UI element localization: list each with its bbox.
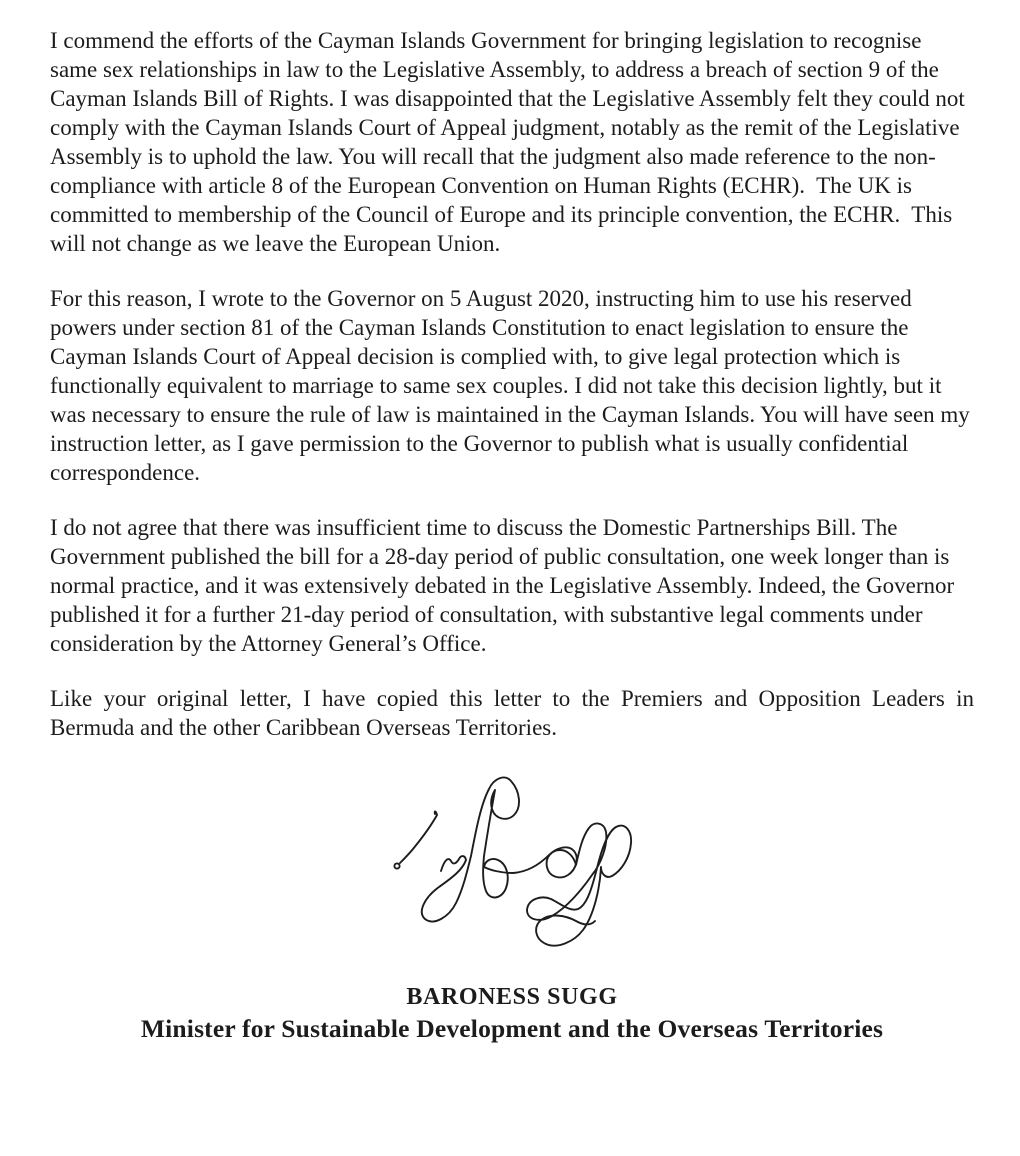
letter-paragraph-3: I do not agree that there was insufficient time to discuss the Domestic Partnerships Bill. The Government published the bill for a 28-day period of public consultation, one week longer than is normal practice, and it was extensively debated in the Legislative Assembly. Indeed, the Governor published it for a further 21-day period of consultation, with substantive legal comments under consideration by the Attorney General’s Office. [50, 515, 960, 656]
signoff-title: Minister for Sustainable Development and the Overseas Territories [140, 1014, 884, 1043]
signoff-name: BARONESS SUGG [406, 984, 618, 1010]
letter-paragraph-4: Like your original letter, I have copied this letter to the Premiers and Opposition Leaders in Bermuda and the other Caribbean Overseas Territories. [50, 686, 980, 740]
letter-paragraph-2: For this reason, I wrote to the Governor on 5 August 2020, instructing him to use his reserved powers under section 81 of the Cayman Islands Constitution to enact legislation to ensure the Cayman Islands Court of Appeal decision is complied with, to give legal protection which is functionally equivalent to marriage to same sex couples. I did not take this decision lightly, but it was necessary to ensure the rule of law is maintained in the Cayman Islands. You will have seen my instruction letter, as I gave permission to the Governor to publish what is usually confidential correspondence. [50, 286, 976, 485]
signoff-block [50, 982, 974, 1045]
signature-icon [380, 768, 650, 968]
signature-block [50, 768, 974, 970]
letter-paragraph-1: I commend the efforts of the Cayman Islands Government for bringing legislation to recognise same sex relationships in law to the Legislative Assembly, to address a breach of section 9 of the Cayman Islands Bill of Rights. I was disappointed that the Legislative Assembly felt they could not comply with the Cayman Islands Court of Appeal judgment, notably as the remit of the Legislative Assembly is to uphold the law. You will recall that the judgment also made reference to the non-compliance with article 8 of the European Convention on Human Rights (ECHR). The UK is committed to membership of the Council of Europe and its principle convention, the ECHR. This will not change as we leave the European Union. [50, 28, 971, 256]
